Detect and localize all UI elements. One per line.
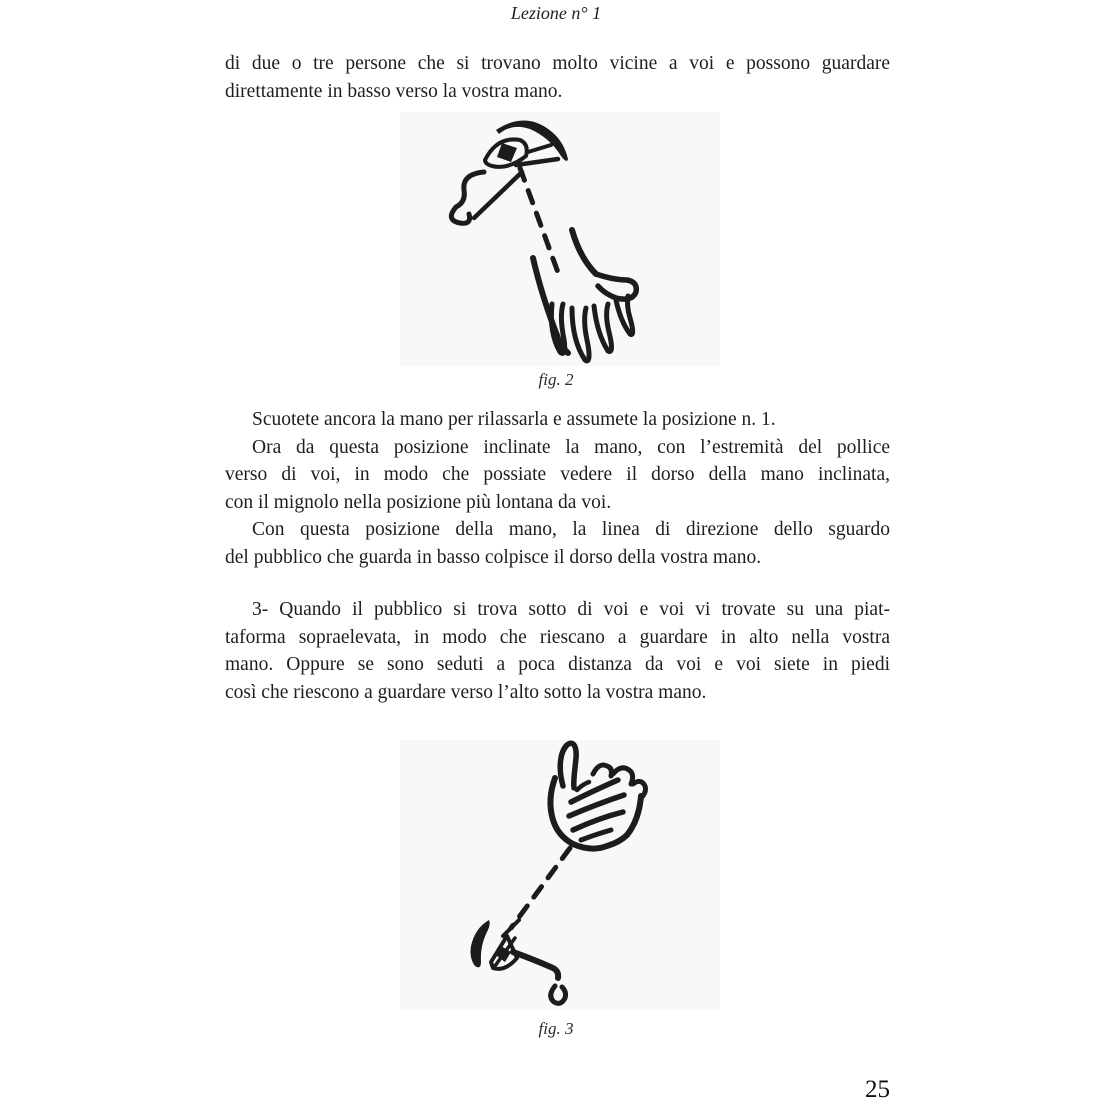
eye-gazing-down-at-back-of-hand-drawing <box>400 112 720 366</box>
figure-2 <box>400 112 720 366</box>
figure-2-caption: fig. 2 <box>538 370 574 389</box>
text-line: Scuotete ancora la mano per rilassarla e assumete la posizione n. 1. <box>252 409 776 430</box>
text-line: Ora da questa posizione inclinate la mano, con l’estremità del pollice <box>252 436 890 458</box>
text-line: mano. Oppure se sono seduti a poca distanza da voi e voi siete in piedi <box>225 654 890 676</box>
paragraph <box>225 596 890 706</box>
text-line: 3- Quando il pubblico si trova sotto di voi e voi vi trovate su una piat- <box>252 599 890 620</box>
figure-3-caption: fig. 3 <box>538 1019 574 1038</box>
paragraph-group <box>225 406 890 572</box>
running-head: Lezione n° 1 <box>510 3 602 23</box>
text-line: verso di voi, in modo che possiate vedere il dorso della mano inclinata, <box>225 464 890 486</box>
text-line: così che riescono a guardare verso l’alto sotto la vostra mano. <box>225 681 707 703</box>
figure-3 <box>400 740 720 1010</box>
paragraph <box>225 50 890 105</box>
text-line: con il mignolo nella posizione più lontana da voi. <box>225 491 612 513</box>
text-line: direttamente in basso verso la vostra mano. <box>225 80 563 102</box>
text-line: di due o tre persone che si trovano molto vicine a voi e possono guardare <box>225 53 890 74</box>
text-line: Con questa posizione della mano, la linea di direzione dello sguardo <box>252 519 890 541</box>
text-line: del pubblico che guarda in basso colpisce il dorso della vostra mano. <box>225 546 762 568</box>
page-number: 25 <box>865 1076 890 1103</box>
eye-gazing-up-at-open-palm-drawing <box>400 740 720 1010</box>
text-line: taforma sopraelevata, in modo che riescano a guardare in alto nella vostra <box>225 626 890 648</box>
